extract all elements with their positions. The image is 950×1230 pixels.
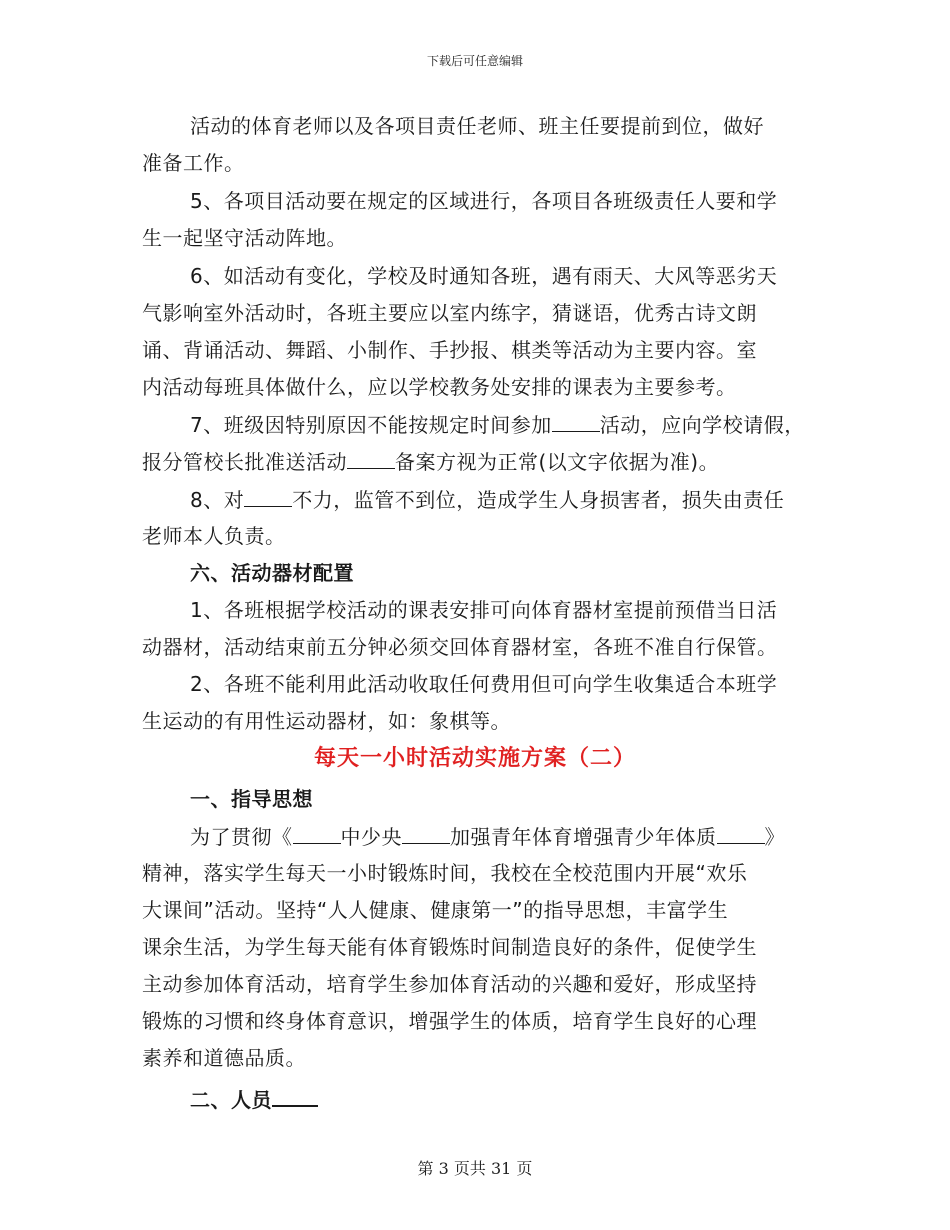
paragraph-line: 主动参加体育活动，培育学生参加体育活动的兴趣和爱好，形成坚持 — [142, 972, 757, 996]
paragraph-line: 6、如活动有变化，学校及时通知各班，遇有雨天、大风等恶劣天 — [190, 264, 778, 288]
blank-underline — [552, 411, 600, 432]
paragraph-line — [190, 823, 785, 850]
text-segment: 8、对 — [190, 488, 245, 512]
paragraph-line: 1、各班根据学校活动的课表安排可向体育器材室提前预借当日活 — [190, 598, 778, 622]
paragraph-line: 5、各项目活动要在规定的区域进行，各项目各班级责任人要和学 — [190, 189, 778, 213]
page-footer: 第 3 页共 31 页 — [417, 1159, 533, 1178]
text-segment: 不力，监管不到位，造成学生人身损害者，损失由责任 — [292, 488, 785, 512]
paragraph-line: 诵、背诵活动、舞蹈、小制作、手抄报、棋类等活动为主要内容。室 — [142, 338, 757, 362]
paragraph-line — [190, 411, 805, 438]
blank-underline — [293, 823, 341, 844]
paragraph-line: 内活动每班具体做什么，应以学校教务处安排的课表为主要参考。 — [142, 375, 737, 399]
text-segment: 备案方视为正常(以文字依据为准)。 — [395, 450, 720, 474]
blank-underline — [244, 486, 292, 507]
paragraph-line: 2、各班不能利用此活动收取任何费用但可向学生收集适合本班学 — [190, 672, 778, 696]
paragraph-line: 准备工作。 — [142, 151, 245, 175]
section-heading: 六、活动器材配置 — [190, 561, 354, 585]
paragraph-line: 素养和道德品质。 — [142, 1046, 306, 1070]
text-segment: 为了贯彻《 — [190, 825, 293, 849]
paragraph-line: 精神，落实学生每天一小时锻炼时间，我校在全校范围内开展“欢乐 — [142, 861, 748, 885]
blank-underline — [347, 448, 395, 469]
text-segment: 7、班级因特别原因不能按规定时间参加 — [190, 413, 552, 437]
blank-underline — [272, 1085, 318, 1107]
page-header: 下载后可任意编辑 — [426, 54, 523, 68]
text-segment: 加强青年体育增强青少年体质 — [450, 825, 717, 849]
paragraph-line: 大课间”活动。坚持“人人健康、健康第一”的指导思想，丰富学生 — [142, 898, 729, 922]
text-segment: 中少央 — [340, 825, 402, 849]
paragraph-line — [142, 448, 719, 475]
paragraph-line: 气影响室外活动时，各班主要应以室内练字，猜谜语，优秀古诗文朗 — [142, 301, 757, 325]
paragraph-line: 活动的体育老师以及各项目责任老师、班主任要提前到位，做好 — [190, 114, 764, 138]
paragraph-line: 生一起坚守活动阵地。 — [142, 226, 347, 250]
section-heading — [190, 1085, 318, 1113]
blank-underline — [717, 823, 765, 844]
section-heading: 一、指导思想 — [190, 787, 313, 811]
paragraph-line: 锻炼的习惯和终身体育意识，增强学生的体质，培育学生良好的心理 — [142, 1009, 757, 1033]
paragraph-line — [190, 486, 784, 513]
text-segment: 二、人员 — [190, 1088, 272, 1112]
document-title: 每天一小时活动实施方案（二） — [313, 746, 636, 771]
paragraph-line: 生运动的有用性运动器材，如：象棋等。 — [142, 709, 511, 733]
text-segment: 活动，应向学校请假， — [599, 413, 805, 437]
text-segment: 》 — [764, 825, 785, 849]
blank-underline — [402, 823, 450, 844]
text-segment: 报分管校长批准送活动 — [142, 450, 347, 474]
paragraph-line: 动器材，活动结束前五分钟必须交回体育器材室，各班不准自行保管。 — [142, 635, 778, 659]
paragraph-line: 课余生活，为学生每天能有体育锻炼时间制造良好的条件，促使学生 — [142, 935, 757, 959]
paragraph-line: 老师本人负责。 — [142, 524, 286, 548]
